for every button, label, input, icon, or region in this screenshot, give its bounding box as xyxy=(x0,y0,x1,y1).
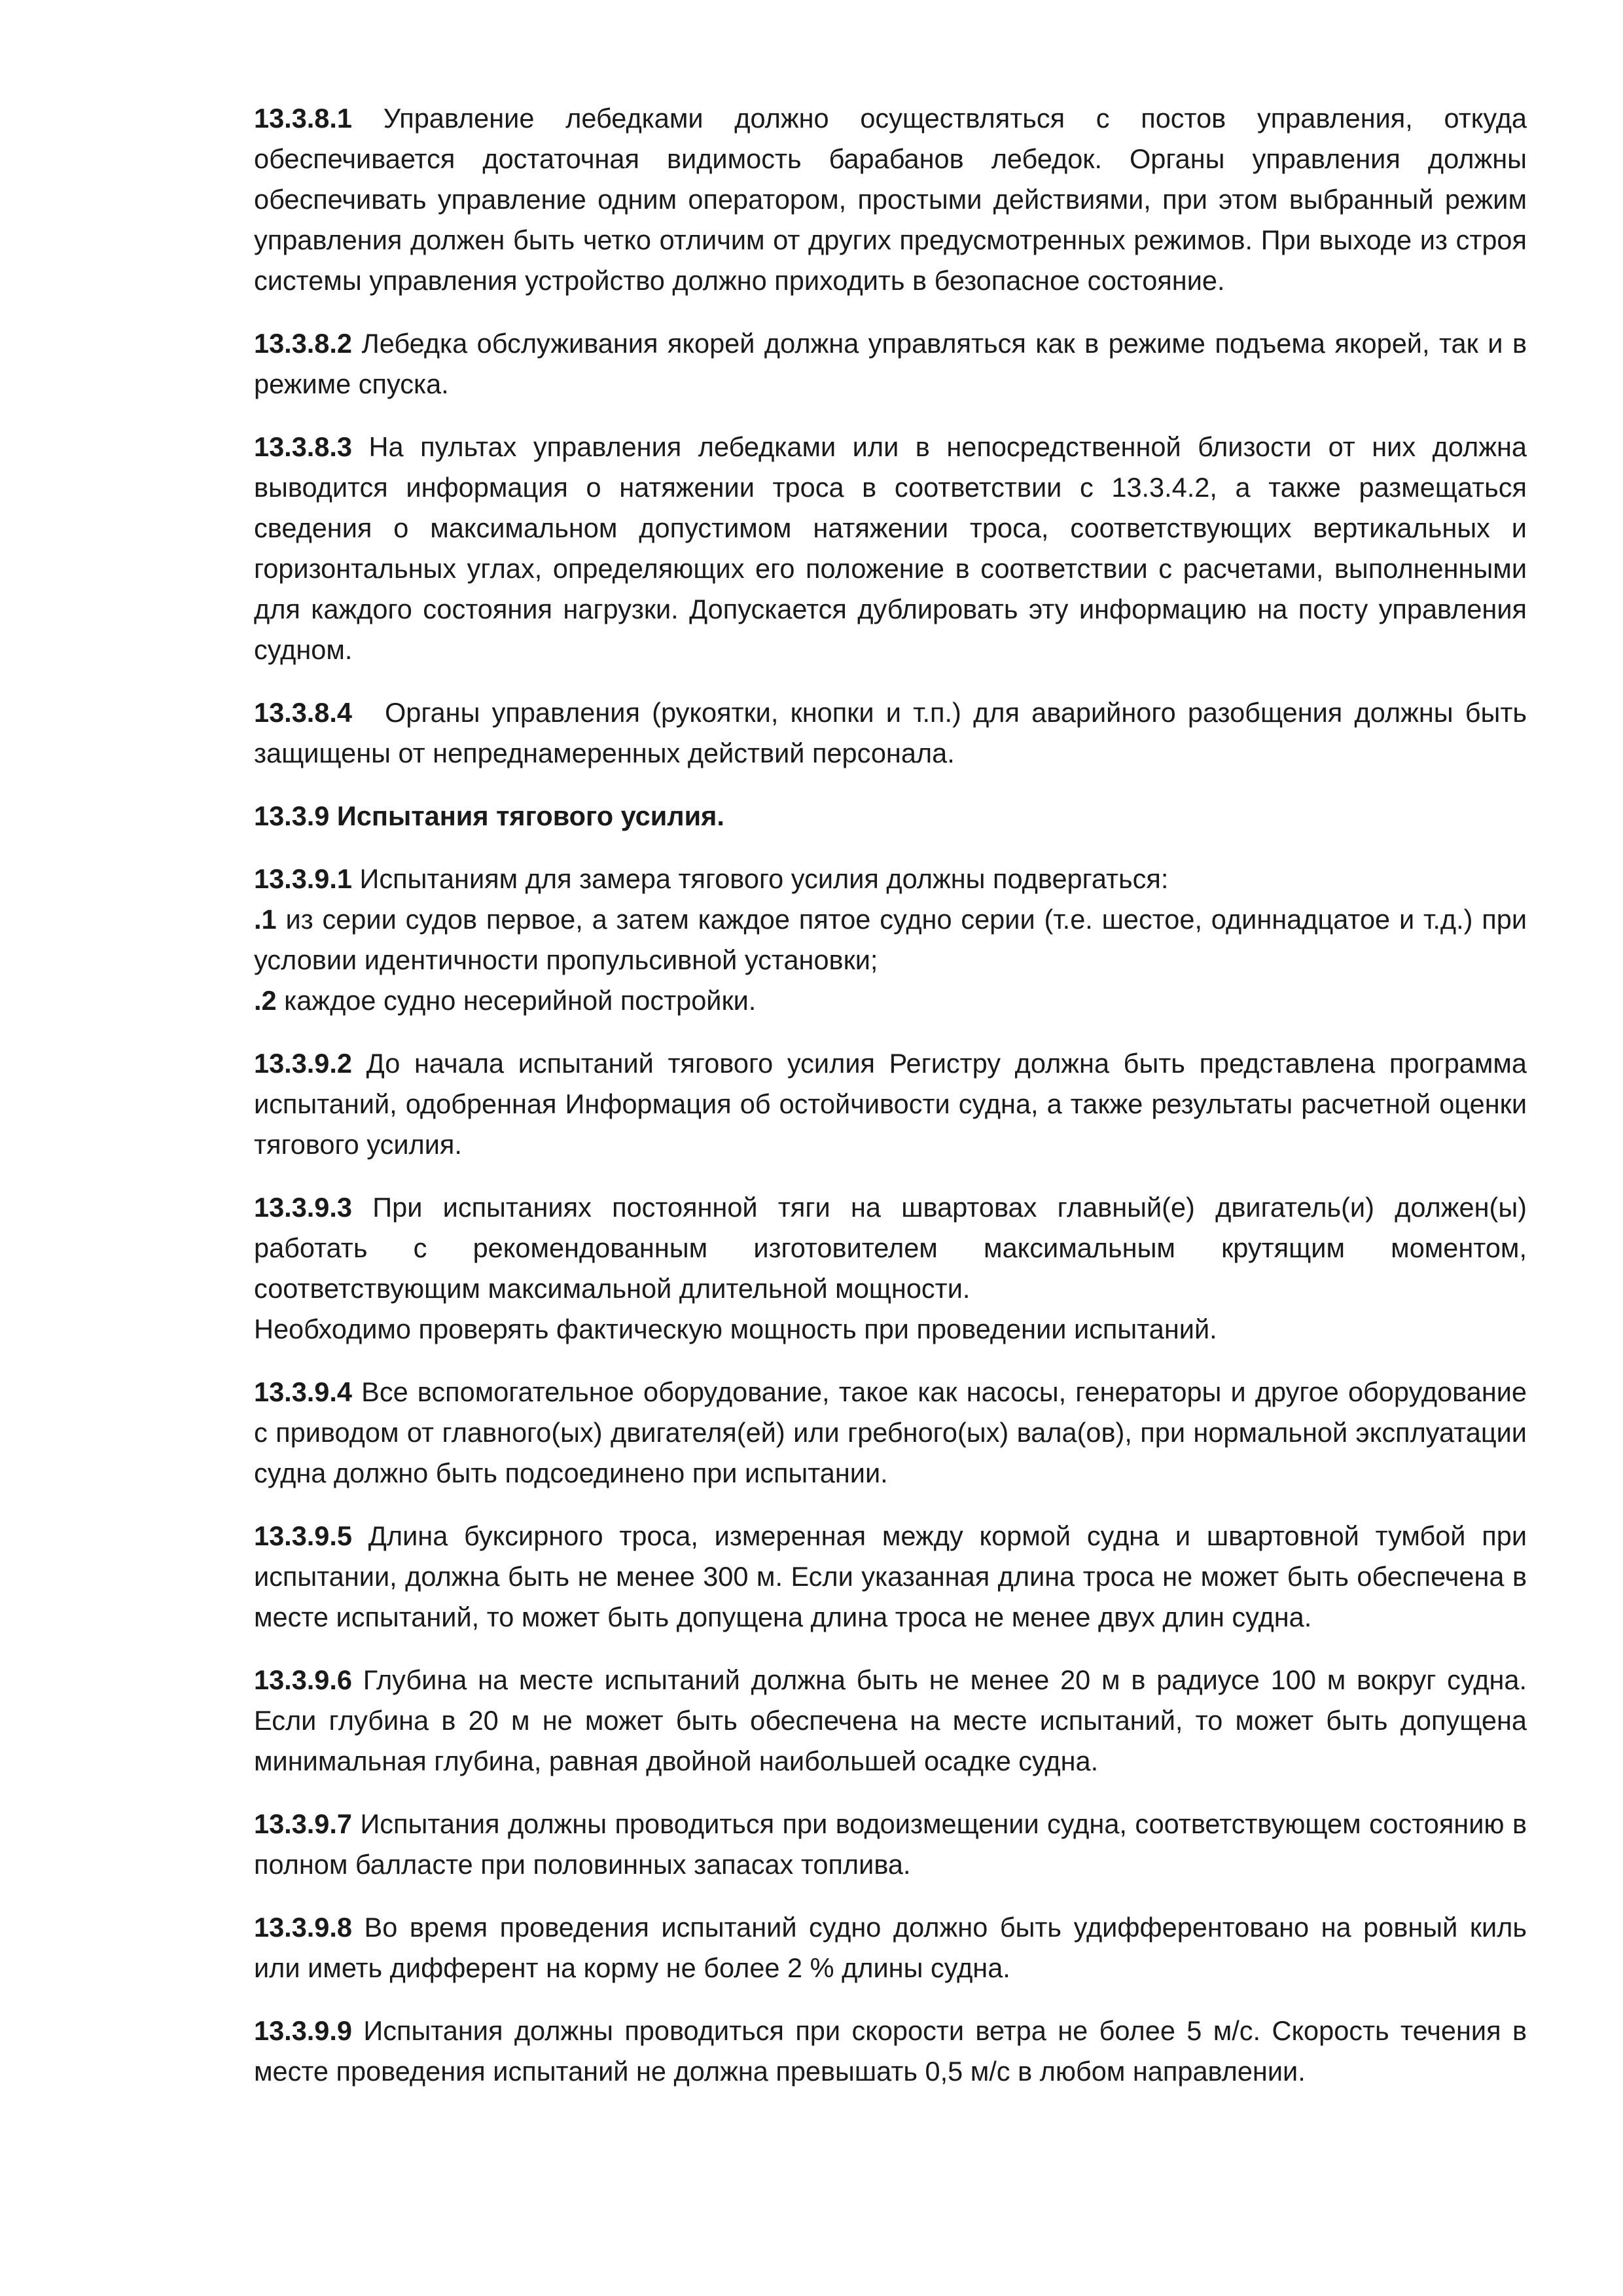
clause-number: 13.3.9.5 xyxy=(254,1520,352,1551)
paragraph-13-3-9-5 xyxy=(254,1516,1527,1638)
clause-text: Все вспомогательное оборудование, такое как насосы, генераторы и другое оборудование с приводом от главного(ых) двигателя(ей) или гребного(ых) вала(ов), при нормальной эксплуатации судна должно быть подсоединено при испытании. xyxy=(254,1376,1527,1488)
document-body xyxy=(254,98,1527,2114)
clause-text: Органы управления (рукоятки, кнопки и т.п.) для аварийного разобщения должны быть защищены от непреднамеренных действий персонала. xyxy=(254,697,1527,768)
paragraph-13-3-9-8 xyxy=(254,1907,1527,1988)
paragraph-13-3-8-1 xyxy=(254,98,1527,301)
clause-intro xyxy=(254,859,1527,899)
list-item xyxy=(254,980,1527,1021)
list-item-text: из серии судов первое, а затем каждое пятое судно серии (т.е. шестое, одиннадцатое и т.д.) при условии идентичности пропульсивной установки; xyxy=(254,904,1527,975)
paragraph-13-3-9-2 xyxy=(254,1043,1527,1165)
section-title: Испытания тягового усилия. xyxy=(336,800,724,831)
section-number: 13.3.9 xyxy=(254,800,330,831)
clause-number: 13.3.9.6 xyxy=(254,1664,352,1695)
clause-number: 13.3.9.2 xyxy=(254,1048,352,1079)
section-heading-13-3-9 xyxy=(254,796,1527,836)
clause-text: При испытаниях постоянной тяги на швартовах главный(е) двигатель(и) должен(ы) работать с рекомендованным изготовителем максимальным крутящим моментом, соответствующим максимальной длительной мощности. xyxy=(254,1192,1527,1304)
clause-number: 13.3.9.3 xyxy=(254,1192,352,1223)
clause-text: Управление лебедками должно осуществляться с постов управления, откуда обеспечивается достаточная видимость барабанов лебедок. Органы управления должны обеспечивать управление одним оператором, простыми действиями, при этом выбранный режим управления должен быть четко отличим от других предусмотренных режимов. При выходе из строя системы управления устройство должно приходить в безопасное состояние. xyxy=(254,103,1527,296)
clause-number: 13.3.9.4 xyxy=(254,1376,352,1407)
clause-number: 13.3.9.1 xyxy=(254,863,352,894)
clause-text: До начала испытаний тягового усилия Регистру должна быть представлена программа испытаний, одобренная Информация об остойчивости судна, а также результаты расчетной оценки тягового усилия. xyxy=(254,1048,1527,1160)
clause-text: На пультах управления лебедками или в непосредственной близости от них должна выводится информация о натяжении троса в соответствии с 13.3.4.2, а также размещаться сведения о максимальном допустимом натяжении троса, соответствующих вертикальных и горизонтальных углах, определяющих его положение в соответствии с расчетами, выполненными для каждого состояния нагрузки. Допускается дублировать эту информацию на посту управления судном. xyxy=(254,431,1527,665)
clause-extra-text: Необходимо проверять фактическую мощность при проведении испытаний. xyxy=(254,1314,1217,1344)
clause-text: Глубина на месте испытаний должна быть не менее 20 м в радиусе 100 м вокруг судна. Если глубина в 20 м не может быть обеспечена на месте испытаний, то может быть допущена минимальная глубина, равная двойной наибольшей осадке судна. xyxy=(254,1664,1527,1776)
clause-text: Испытаниям для замера тягового усилия должны подвергаться: xyxy=(359,863,1169,894)
paragraph-13-3-8-2 xyxy=(254,323,1527,404)
clause-number: 13.3.8.4 xyxy=(254,697,352,728)
clause-number: 13.3.9.7 xyxy=(254,1808,352,1839)
clause-body xyxy=(254,1187,1527,1309)
paragraph-13-3-9-4 xyxy=(254,1372,1527,1494)
paragraph-13-3-9-1 xyxy=(254,859,1527,1021)
list-marker: .2 xyxy=(254,985,277,1016)
list-item xyxy=(254,899,1527,980)
paragraph-13-3-8-3 xyxy=(254,427,1527,670)
clause-text: Длина буксирного троса, измеренная между кормой судна и швартовной тумбой при испытании, должна быть не менее 300 м. Если указанная длина троса не может быть обеспечена в месте испытаний, то может быть допущена длина троса не менее двух длин судна. xyxy=(254,1520,1527,1632)
clause-number: 13.3.8.2 xyxy=(254,328,352,359)
clause-number: 13.3.9.9 xyxy=(254,2015,352,2046)
clause-number: 13.3.8.1 xyxy=(254,103,352,134)
paragraph-13-3-9-9 xyxy=(254,2011,1527,2092)
clause-text: Лебедка обслуживания якорей должна управляться как в режиме подъема якорей, так и в режиме спуска. xyxy=(254,328,1527,399)
clause-text: Испытания должны проводиться при водоизмещении судна, соответствующем состоянию в полном балласте при половинных запасах топлива. xyxy=(254,1808,1527,1880)
clause-number: 13.3.8.3 xyxy=(254,431,352,462)
clause-number: 13.3.9.8 xyxy=(254,1912,352,1943)
paragraph-13-3-9-6 xyxy=(254,1660,1527,1782)
paragraph-13-3-9-7 xyxy=(254,1804,1527,1885)
list-marker: .1 xyxy=(254,904,277,935)
paragraph-13-3-8-4 xyxy=(254,692,1527,774)
clause-text: Во время проведения испытаний судно должно быть удифферентовано на ровный киль или иметь дифферент на корму не более 2 % длины судна. xyxy=(254,1912,1527,1983)
clause-text: Испытания должны проводиться при скорости ветра не более 5 м/с. Скорость течения в месте проведения испытаний не должна превышать 0,5 м/с в любом направлении. xyxy=(254,2015,1527,2087)
paragraph-13-3-9-3 xyxy=(254,1187,1527,1350)
list-item-text: каждое судно несерийной постройки. xyxy=(284,985,757,1016)
